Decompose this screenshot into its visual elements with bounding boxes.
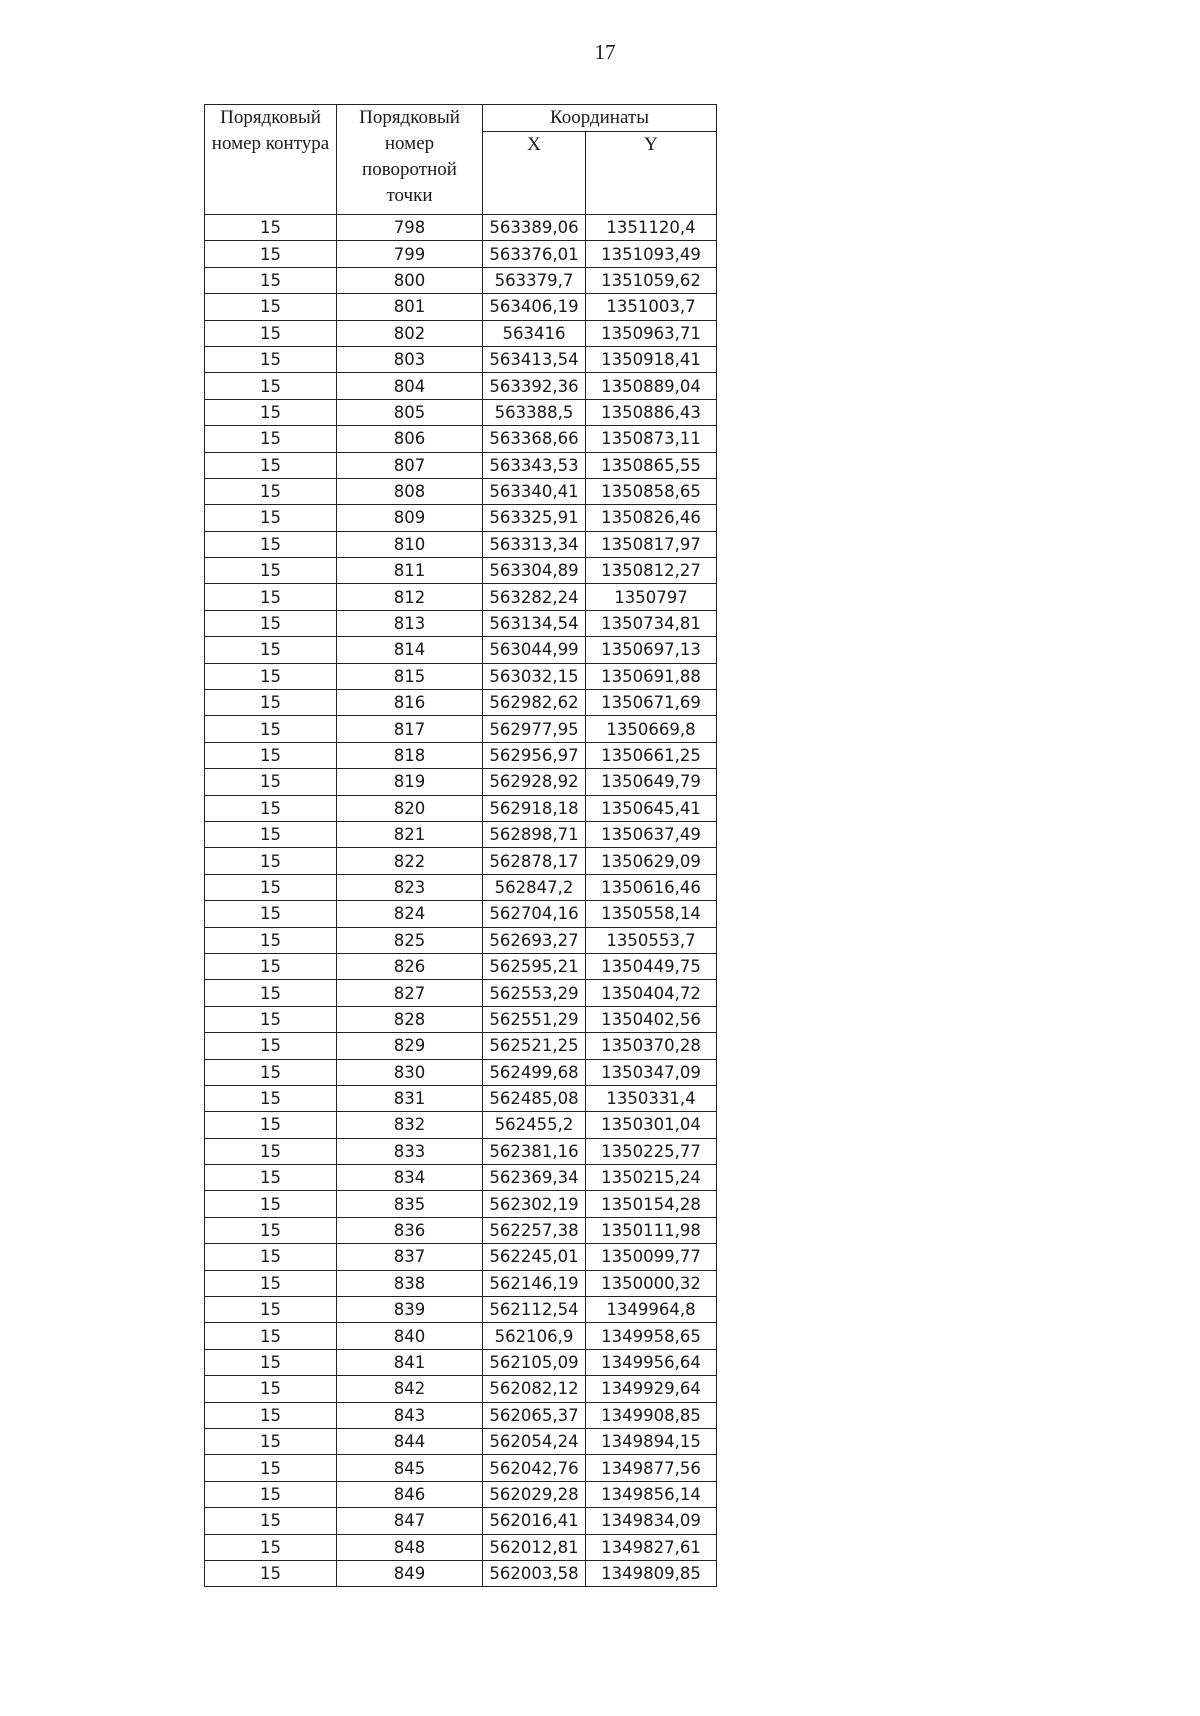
table-row (205, 241, 717, 267)
cell-point-number: 809 (337, 505, 483, 531)
cell-x: 562257,38 (483, 1217, 586, 1243)
table-row (205, 294, 717, 320)
cell-contour-number: 15 (205, 1560, 337, 1586)
table-row (205, 1376, 717, 1402)
cell-point-number: 802 (337, 320, 483, 346)
cell-contour-number: 15 (205, 1376, 337, 1402)
cell-contour-number: 15 (205, 690, 337, 716)
cell-x: 562595,21 (483, 953, 586, 979)
table-row (205, 795, 717, 821)
cell-x: 562878,17 (483, 848, 586, 874)
cell-contour-number: 15 (205, 1191, 337, 1217)
cell-y: 1350111,98 (586, 1217, 717, 1243)
cell-contour-number: 15 (205, 215, 337, 241)
cell-y: 1350404,72 (586, 980, 717, 1006)
table-row (205, 531, 717, 557)
cell-x: 563343,53 (483, 452, 586, 478)
cell-point-number: 846 (337, 1481, 483, 1507)
cell-y: 1351059,62 (586, 267, 717, 293)
cell-x: 562105,09 (483, 1349, 586, 1375)
cell-contour-number: 15 (205, 558, 337, 584)
cell-contour-number: 15 (205, 1165, 337, 1191)
cell-contour-number: 15 (205, 1481, 337, 1507)
cell-point-number: 798 (337, 215, 483, 241)
table-row (205, 637, 717, 663)
table-row (205, 1165, 717, 1191)
cell-y: 1350645,41 (586, 795, 717, 821)
cell-x: 562704,16 (483, 901, 586, 927)
cell-point-number: 799 (337, 241, 483, 267)
table-row (205, 558, 717, 584)
cell-x: 562381,16 (483, 1138, 586, 1164)
cell-point-number: 836 (337, 1217, 483, 1243)
cell-y: 1350616,46 (586, 874, 717, 900)
cell-point-number: 818 (337, 742, 483, 768)
table-row (205, 821, 717, 847)
table-row (205, 874, 717, 900)
table-row (205, 716, 717, 742)
cell-y: 1350865,55 (586, 452, 717, 478)
cell-y: 1349929,64 (586, 1376, 717, 1402)
cell-y: 1349834,09 (586, 1508, 717, 1534)
cell-contour-number: 15 (205, 346, 337, 372)
cell-y: 1350553,7 (586, 927, 717, 953)
cell-x: 563044,99 (483, 637, 586, 663)
cell-x: 563313,34 (483, 531, 586, 557)
table-row (205, 1534, 717, 1560)
cell-x: 562082,12 (483, 1376, 586, 1402)
table-row (205, 1402, 717, 1428)
table-row (205, 505, 717, 531)
cell-y: 1350886,43 (586, 399, 717, 425)
table-row (205, 1033, 717, 1059)
cell-contour-number: 15 (205, 953, 337, 979)
cell-x: 562918,18 (483, 795, 586, 821)
cell-x: 562106,9 (483, 1323, 586, 1349)
table-row (205, 663, 717, 689)
table-row (205, 320, 717, 346)
cell-point-number: 837 (337, 1244, 483, 1270)
cell-contour-number: 15 (205, 795, 337, 821)
cell-x: 562065,37 (483, 1402, 586, 1428)
cell-x: 562928,92 (483, 769, 586, 795)
table-row (205, 1191, 717, 1217)
table-row (205, 1297, 717, 1323)
cell-y: 1350370,28 (586, 1033, 717, 1059)
table-row (205, 848, 717, 874)
cell-point-number: 829 (337, 1033, 483, 1059)
cell-y: 1350671,69 (586, 690, 717, 716)
cell-y: 1350918,41 (586, 346, 717, 372)
cell-point-number: 839 (337, 1297, 483, 1323)
cell-contour-number: 15 (205, 769, 337, 795)
cell-x: 562369,34 (483, 1165, 586, 1191)
cell-point-number: 810 (337, 531, 483, 557)
cell-x: 563340,41 (483, 478, 586, 504)
cell-x: 563379,7 (483, 267, 586, 293)
cell-point-number: 834 (337, 1165, 483, 1191)
cell-y: 1350812,27 (586, 558, 717, 584)
cell-x: 562012,81 (483, 1534, 586, 1560)
cell-contour-number: 15 (205, 742, 337, 768)
cell-contour-number: 15 (205, 1217, 337, 1243)
cell-y: 1350797 (586, 584, 717, 610)
cell-y: 1350697,13 (586, 637, 717, 663)
cell-y: 1349958,65 (586, 1323, 717, 1349)
cell-contour-number: 15 (205, 373, 337, 399)
cell-contour-number: 15 (205, 1508, 337, 1534)
cell-y: 1349856,14 (586, 1481, 717, 1507)
cell-y: 1350215,24 (586, 1165, 717, 1191)
table-row (205, 1481, 717, 1507)
cell-contour-number: 15 (205, 874, 337, 900)
table-row (205, 927, 717, 953)
cell-y: 1350558,14 (586, 901, 717, 927)
cell-x: 562112,54 (483, 1297, 586, 1323)
cell-y: 1349877,56 (586, 1455, 717, 1481)
cell-point-number: 825 (337, 927, 483, 953)
cell-point-number: 823 (337, 874, 483, 900)
table-row (205, 980, 717, 1006)
cell-contour-number: 15 (205, 1244, 337, 1270)
cell-contour-number: 15 (205, 1428, 337, 1454)
cell-point-number: 824 (337, 901, 483, 927)
cell-x: 562499,68 (483, 1059, 586, 1085)
cell-contour-number: 15 (205, 505, 337, 531)
header-point-number: Порядковый номер поворотной точки (337, 105, 483, 215)
cell-contour-number: 15 (205, 478, 337, 504)
cell-point-number: 831 (337, 1085, 483, 1111)
table-row (205, 1455, 717, 1481)
table-row (205, 1138, 717, 1164)
header-y: Y (586, 132, 717, 215)
cell-point-number: 827 (337, 980, 483, 1006)
cell-y: 1350637,49 (586, 821, 717, 847)
cell-y: 1349809,85 (586, 1560, 717, 1586)
cell-point-number: 820 (337, 795, 483, 821)
cell-contour-number: 15 (205, 1006, 337, 1032)
cell-x: 563392,36 (483, 373, 586, 399)
cell-point-number: 806 (337, 426, 483, 452)
cell-x: 562042,76 (483, 1455, 586, 1481)
cell-x: 563325,91 (483, 505, 586, 531)
cell-point-number: 833 (337, 1138, 483, 1164)
table-row (205, 1059, 717, 1085)
cell-x: 562553,29 (483, 980, 586, 1006)
cell-y: 1350347,09 (586, 1059, 717, 1085)
table-row (205, 690, 717, 716)
cell-contour-number: 15 (205, 980, 337, 1006)
cell-point-number: 838 (337, 1270, 483, 1296)
cell-point-number: 800 (337, 267, 483, 293)
cell-contour-number: 15 (205, 1323, 337, 1349)
cell-contour-number: 15 (205, 320, 337, 346)
cell-contour-number: 15 (205, 1349, 337, 1375)
cell-x: 563388,5 (483, 399, 586, 425)
cell-y: 1350669,8 (586, 716, 717, 742)
table-row (205, 426, 717, 452)
cell-contour-number: 15 (205, 927, 337, 953)
cell-contour-number: 15 (205, 637, 337, 663)
table-row (205, 742, 717, 768)
cell-x: 563389,06 (483, 215, 586, 241)
table-row (205, 1508, 717, 1534)
table-row (205, 584, 717, 610)
table-row (205, 953, 717, 979)
cell-point-number: 808 (337, 478, 483, 504)
cell-point-number: 842 (337, 1376, 483, 1402)
cell-x: 562455,2 (483, 1112, 586, 1138)
cell-point-number: 813 (337, 610, 483, 636)
table-row (205, 1085, 717, 1111)
cell-x: 563368,66 (483, 426, 586, 452)
cell-x: 562847,2 (483, 874, 586, 900)
cell-x: 562146,19 (483, 1270, 586, 1296)
cell-y: 1349964,8 (586, 1297, 717, 1323)
cell-contour-number: 15 (205, 1033, 337, 1059)
table-row (205, 1006, 717, 1032)
cell-x: 562898,71 (483, 821, 586, 847)
cell-point-number: 819 (337, 769, 483, 795)
table-row (205, 1112, 717, 1138)
table-header (205, 105, 717, 215)
cell-x: 563416 (483, 320, 586, 346)
cell-y: 1350154,28 (586, 1191, 717, 1217)
cell-x: 562003,58 (483, 1560, 586, 1586)
table-row (205, 399, 717, 425)
header-x: X (483, 132, 586, 215)
cell-point-number: 816 (337, 690, 483, 716)
cell-y: 1350734,81 (586, 610, 717, 636)
cell-x: 562956,97 (483, 742, 586, 768)
cell-point-number: 817 (337, 716, 483, 742)
cell-y: 1350826,46 (586, 505, 717, 531)
cell-point-number: 807 (337, 452, 483, 478)
cell-contour-number: 15 (205, 241, 337, 267)
table-row (205, 1349, 717, 1375)
cell-contour-number: 15 (205, 294, 337, 320)
cell-y: 1351093,49 (586, 241, 717, 267)
table-row (205, 1244, 717, 1270)
cell-contour-number: 15 (205, 610, 337, 636)
cell-x: 562693,27 (483, 927, 586, 953)
cell-x: 562302,19 (483, 1191, 586, 1217)
cell-contour-number: 15 (205, 848, 337, 874)
cell-contour-number: 15 (205, 1402, 337, 1428)
cell-y: 1349908,85 (586, 1402, 717, 1428)
cell-y: 1350000,32 (586, 1270, 717, 1296)
cell-contour-number: 15 (205, 1138, 337, 1164)
cell-point-number: 814 (337, 637, 483, 663)
cell-x: 562977,95 (483, 716, 586, 742)
cell-contour-number: 15 (205, 1059, 337, 1085)
cell-y: 1351003,7 (586, 294, 717, 320)
cell-x: 562982,62 (483, 690, 586, 716)
cell-point-number: 832 (337, 1112, 483, 1138)
cell-point-number: 804 (337, 373, 483, 399)
table-row (205, 452, 717, 478)
coordinates-table (204, 104, 717, 1587)
cell-y: 1350099,77 (586, 1244, 717, 1270)
cell-point-number: 815 (337, 663, 483, 689)
cell-point-number: 828 (337, 1006, 483, 1032)
cell-y: 1350817,97 (586, 531, 717, 557)
cell-y: 1350691,88 (586, 663, 717, 689)
cell-point-number: 811 (337, 558, 483, 584)
cell-y: 1349827,61 (586, 1534, 717, 1560)
cell-y: 1350449,75 (586, 953, 717, 979)
cell-point-number: 826 (337, 953, 483, 979)
cell-point-number: 849 (337, 1560, 483, 1586)
table-row (205, 1323, 717, 1349)
cell-point-number: 848 (337, 1534, 483, 1560)
cell-x: 562245,01 (483, 1244, 586, 1270)
table-row (205, 610, 717, 636)
cell-contour-number: 15 (205, 1297, 337, 1323)
cell-y: 1350225,77 (586, 1138, 717, 1164)
cell-contour-number: 15 (205, 821, 337, 847)
cell-contour-number: 15 (205, 399, 337, 425)
cell-x: 563304,89 (483, 558, 586, 584)
table-row (205, 215, 717, 241)
cell-x: 562054,24 (483, 1428, 586, 1454)
cell-y: 1350858,65 (586, 478, 717, 504)
page-number: 17 (594, 40, 616, 64)
cell-x: 562485,08 (483, 1085, 586, 1111)
cell-point-number: 843 (337, 1402, 483, 1428)
cell-y: 1351120,4 (586, 215, 717, 241)
cell-contour-number: 15 (205, 267, 337, 293)
cell-y: 1350331,4 (586, 1085, 717, 1111)
cell-point-number: 835 (337, 1191, 483, 1217)
cell-contour-number: 15 (205, 1085, 337, 1111)
cell-y: 1349956,64 (586, 1349, 717, 1375)
cell-x: 562029,28 (483, 1481, 586, 1507)
cell-y: 1350889,04 (586, 373, 717, 399)
cell-point-number: 822 (337, 848, 483, 874)
table-row (205, 373, 717, 399)
cell-contour-number: 15 (205, 663, 337, 689)
table-body (205, 215, 717, 1587)
table-row (205, 267, 717, 293)
cell-x: 563376,01 (483, 241, 586, 267)
cell-contour-number: 15 (205, 531, 337, 557)
cell-y: 1350301,04 (586, 1112, 717, 1138)
cell-y: 1350629,09 (586, 848, 717, 874)
cell-point-number: 844 (337, 1428, 483, 1454)
cell-y: 1349894,15 (586, 1428, 717, 1454)
cell-point-number: 803 (337, 346, 483, 372)
cell-contour-number: 15 (205, 1455, 337, 1481)
cell-x: 563413,54 (483, 346, 586, 372)
cell-x: 562016,41 (483, 1508, 586, 1534)
cell-point-number: 830 (337, 1059, 483, 1085)
cell-y: 1350402,56 (586, 1006, 717, 1032)
cell-y: 1350873,11 (586, 426, 717, 452)
cell-point-number: 847 (337, 1508, 483, 1534)
cell-contour-number: 15 (205, 584, 337, 610)
cell-point-number: 812 (337, 584, 483, 610)
table-row (205, 1217, 717, 1243)
cell-point-number: 841 (337, 1349, 483, 1375)
cell-point-number: 805 (337, 399, 483, 425)
cell-x: 562551,29 (483, 1006, 586, 1032)
cell-point-number: 845 (337, 1455, 483, 1481)
cell-contour-number: 15 (205, 426, 337, 452)
table-row (205, 769, 717, 795)
cell-x: 563406,19 (483, 294, 586, 320)
cell-point-number: 840 (337, 1323, 483, 1349)
header-coordinates: Координаты (483, 105, 717, 132)
table-row (205, 1270, 717, 1296)
cell-y: 1350649,79 (586, 769, 717, 795)
cell-x: 563032,15 (483, 663, 586, 689)
cell-x: 562521,25 (483, 1033, 586, 1059)
cell-contour-number: 15 (205, 901, 337, 927)
cell-x: 563134,54 (483, 610, 586, 636)
table-row (205, 478, 717, 504)
cell-point-number: 801 (337, 294, 483, 320)
table-row (205, 901, 717, 927)
table-row (205, 1428, 717, 1454)
cell-x: 563282,24 (483, 584, 586, 610)
header-contour-number: Порядковый номер контура (205, 105, 337, 215)
table-row (205, 346, 717, 372)
cell-contour-number: 15 (205, 1534, 337, 1560)
cell-y: 1350661,25 (586, 742, 717, 768)
table-row (205, 1560, 717, 1586)
cell-contour-number: 15 (205, 1270, 337, 1296)
cell-point-number: 821 (337, 821, 483, 847)
cell-contour-number: 15 (205, 1112, 337, 1138)
cell-contour-number: 15 (205, 452, 337, 478)
cell-y: 1350963,71 (586, 320, 717, 346)
cell-contour-number: 15 (205, 716, 337, 742)
